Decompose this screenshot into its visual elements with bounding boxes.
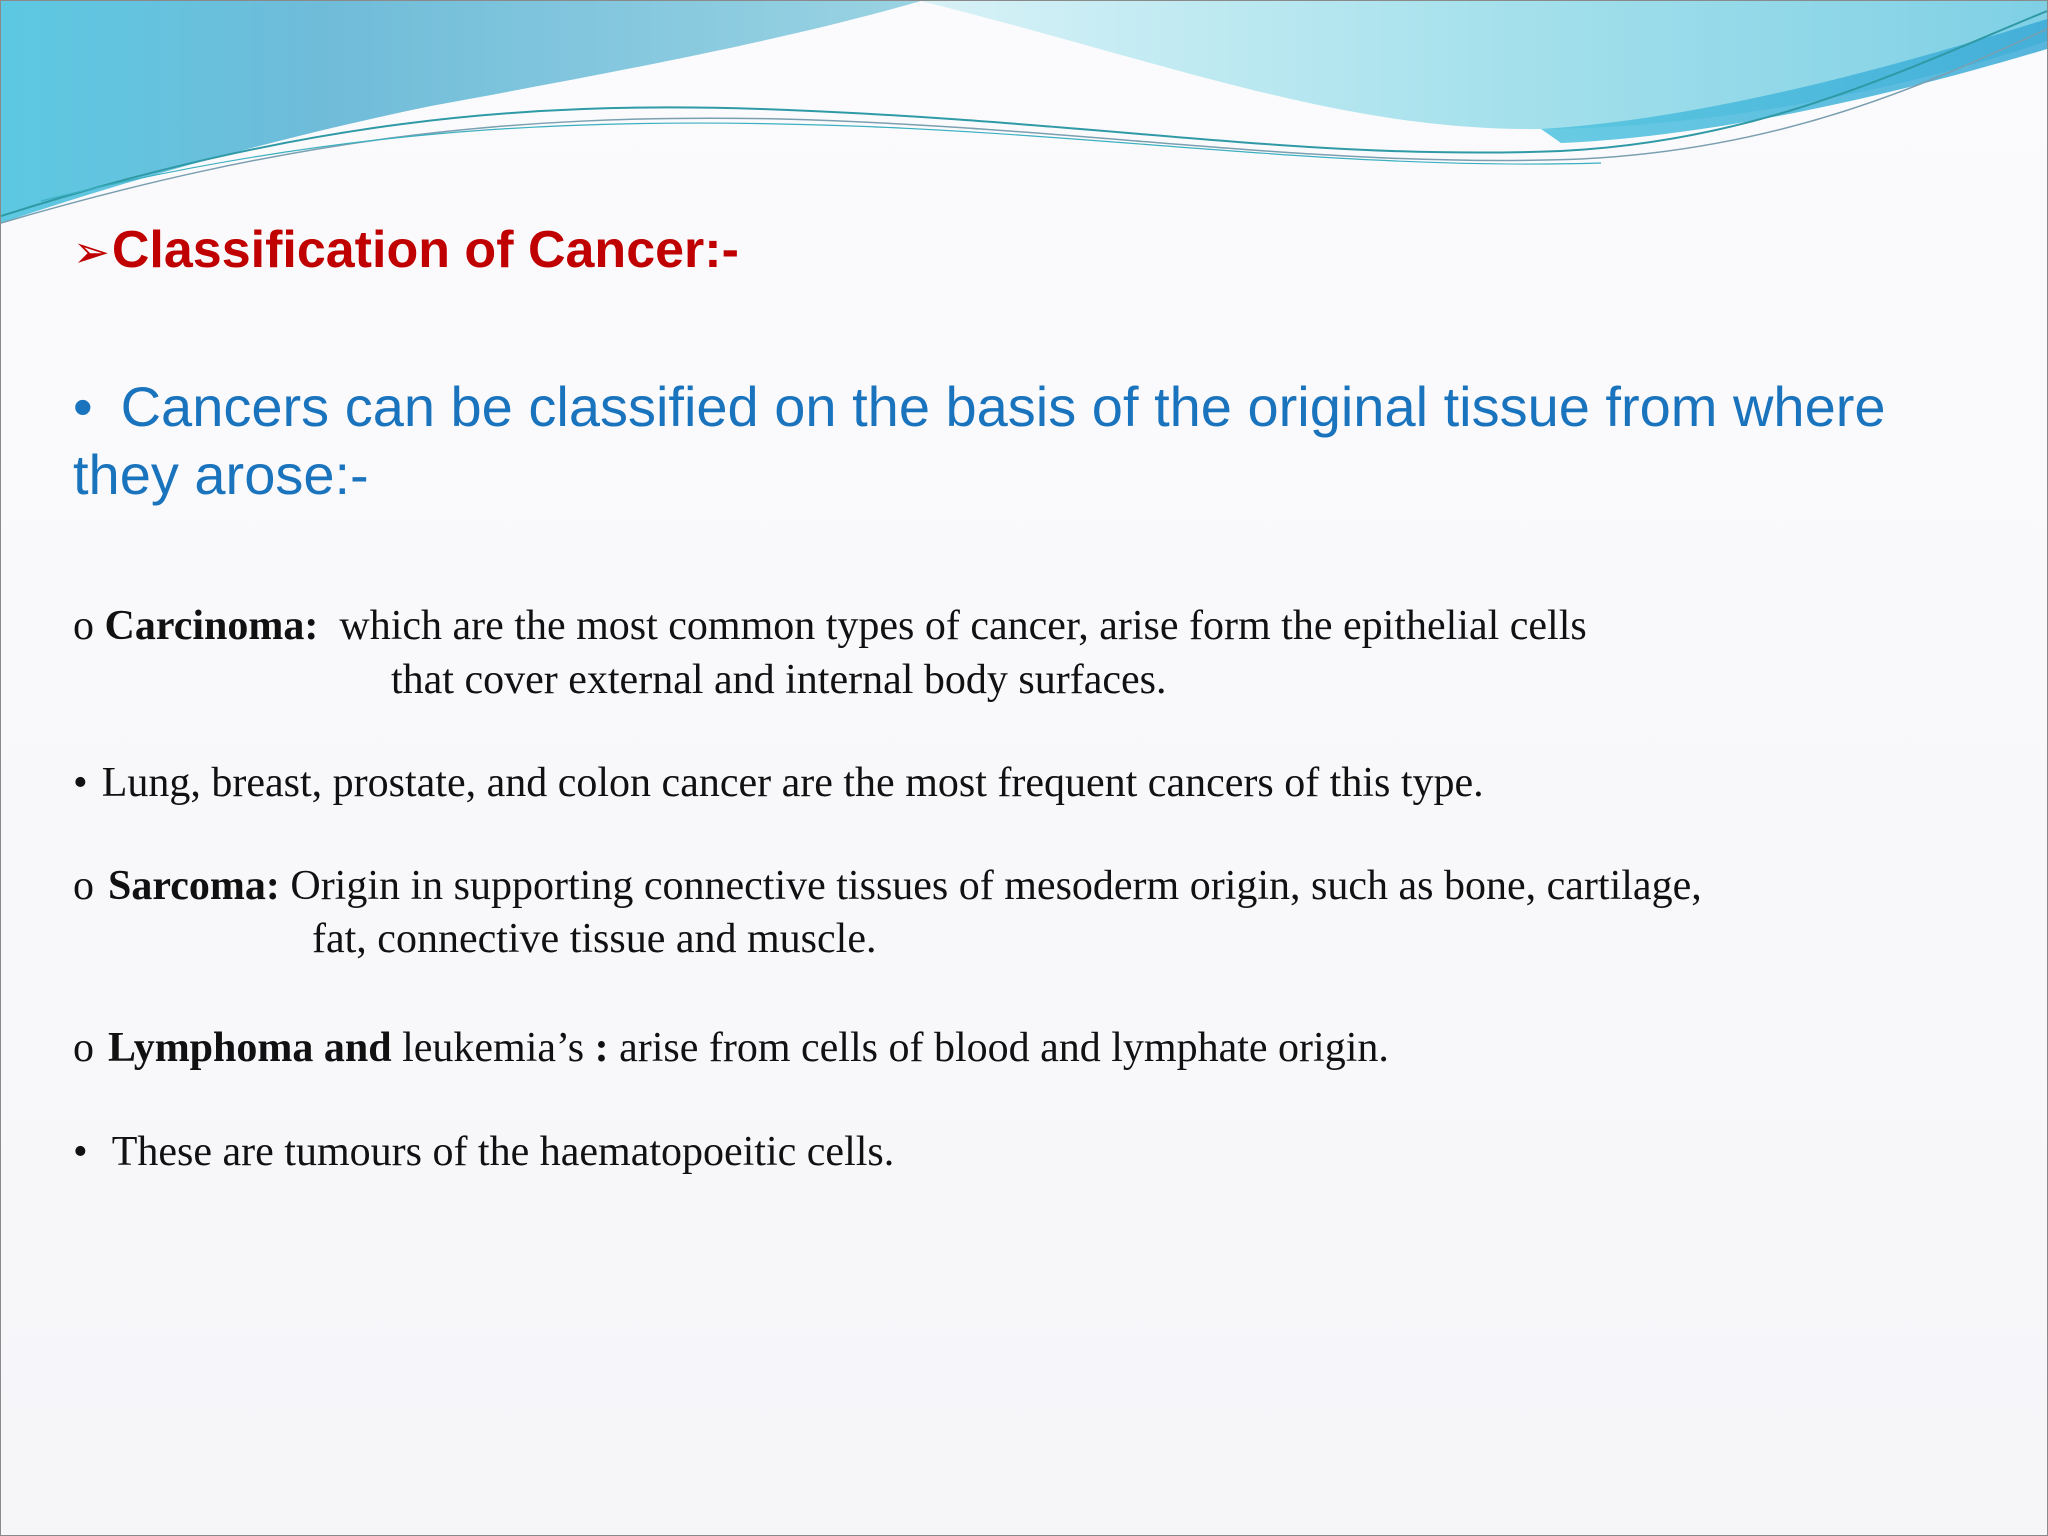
circle-bullet-icon: o: [73, 603, 94, 649]
lymphoma-note: [73, 1125, 894, 1179]
sarcoma-text-line2: fat, connective tissue and muscle.: [312, 916, 877, 962]
circle-bullet-icon: o: [73, 1025, 94, 1071]
carcinoma-text-line2: that cover external and internal body surfaces.: [391, 657, 1167, 703]
sarcoma-term: Sarcoma:: [108, 863, 280, 909]
lymphoma-colon: :: [594, 1025, 609, 1071]
sarcoma-text-line1: Origin in supporting connective tissues of mesoderm origin, such as bone, cartilage,: [290, 863, 1702, 909]
sarcoma-item: [73, 859, 1702, 913]
arrow-bullet-icon: ➢: [73, 227, 110, 278]
lymphoma-note-text: These are tumours of the haematopoeitic cells.: [111, 1129, 895, 1175]
bullet-icon: •: [73, 375, 93, 438]
lymphoma-text-a: leukemia’s: [402, 1025, 585, 1071]
lymphoma-term: Lymphoma and: [108, 1025, 392, 1071]
lymphoma-text-b: arise from cells of blood and lymphate origin.: [619, 1025, 1389, 1071]
carcinoma-note-text: Lung, breast, prostate, and colon cancer are the most frequent cancers of this type.: [101, 760, 1484, 806]
bullet-icon: •: [73, 1129, 88, 1175]
title-text: Classification of Cancer:-: [111, 221, 739, 279]
carcinoma-item: [73, 599, 1587, 653]
slide-title: [73, 217, 739, 286]
circle-bullet-icon: o: [73, 863, 94, 909]
carcinoma-note: [73, 756, 1484, 810]
lymphoma-item: [73, 1021, 1389, 1075]
wave-right-shape: [921, 1, 2047, 129]
intro-text: Cancers can be classified on the basis of the original tissue from where they arose:-: [73, 375, 1886, 506]
wave-header-decoration: [1, 1, 2047, 241]
carcinoma-term: Carcinoma:: [104, 603, 319, 649]
wave-left-shape: [1, 1, 921, 223]
carcinoma-text-line1: which are the most common types of cancer, arise form the epithelial cells: [339, 603, 1587, 649]
intro-bullet: [73, 373, 1973, 509]
bullet-icon: •: [73, 760, 88, 806]
